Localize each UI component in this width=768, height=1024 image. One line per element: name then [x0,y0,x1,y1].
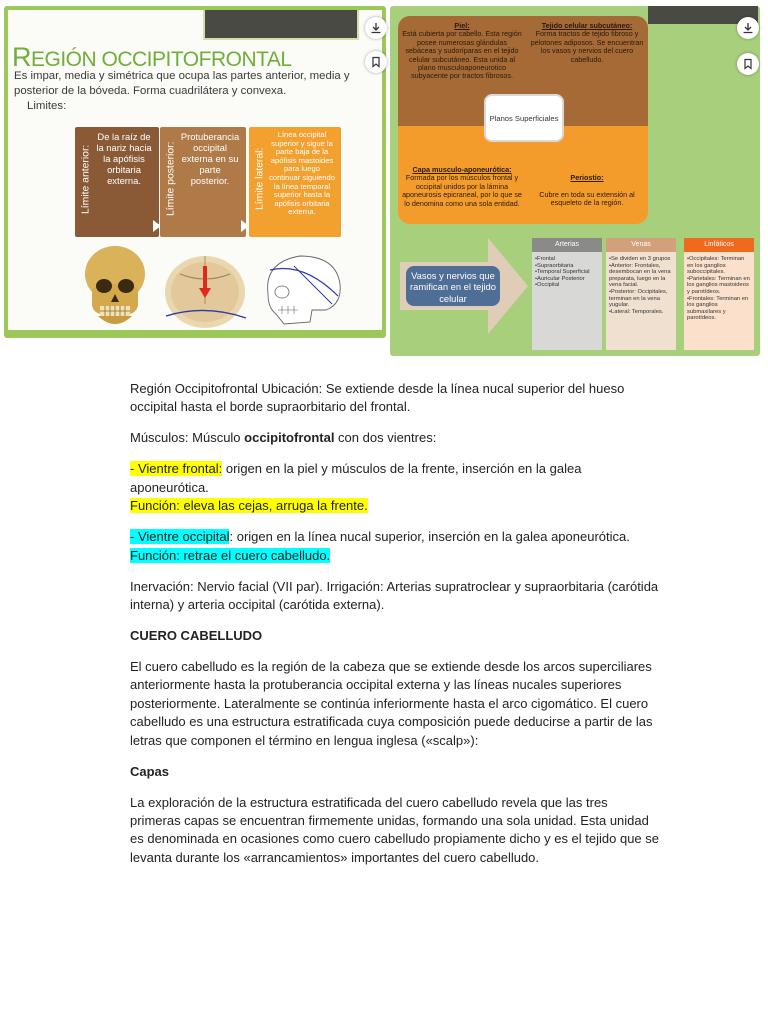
slide-header-bar [203,10,359,40]
download-icon [370,22,382,34]
column-body [606,252,676,350]
document-body [130,380,660,880]
column-arterias [532,238,602,350]
center-label: Planos Superficiales [486,96,562,140]
download-icon [742,22,754,34]
column-header: Venas [606,238,676,252]
bold-term: occipitofrontal [244,430,335,446]
highlight-cyan: - Vientre occipital [130,529,230,545]
list-item: •Posterior: Occipitales, terminan en la vena yugular. [609,288,668,309]
limit-anterior-box [75,127,159,237]
list-item: •Frontales: Terminan en los ganglios submaxilares y parotídeos. [687,295,749,322]
download-button[interactable] [365,17,387,39]
quadrant-text: Cubre en toda su extensión al esqueleto de la región. [539,189,635,208]
paragraph-cuero-cabelludo: El cuero cabelludo es la región de la cabeza que se extiende desde los arcos superciliares anteriormente hasta la protuberancia occipital externa y las líneas nucales superiores posteriormente. Lateralmente se continúa inferiormente hasta el arco cigomático. El cuero cabelludo es una estructura estratificada cuya composición puede deducirse a partir de las letras que componen el término en lengua inglesa («scalp»): [130,659,653,748]
paragraph-vientre-frontal [130,460,660,515]
quadrant-periostio [526,126,648,224]
limit-anterior-label: Límite anterior: [80,144,92,214]
arrow-text: Vasos y nervios que ramifican en el tejido celular [410,270,496,304]
quadrant-title: Tejido celular subcutáneo: [541,21,633,30]
list-item: •Auricular Posterior [535,275,585,282]
highlight-yellow: Función: eleva las cejas, arruga la frente. [130,498,368,514]
column-body [532,252,602,350]
quadrant-text: Formada por los músculos frontal y occipital unidos por la lámina aponeurosis epicraneal, por lo que se lo denomina como una sola entidad. [402,173,522,208]
column-header: Linfáticos [684,238,754,252]
list-item: •Anterior: Frontales, desembocan en la vena preparata, luego en la vena facial. [609,262,671,289]
skull-front-illustration [80,244,150,330]
heading-capas: Capas [130,763,170,779]
limits-label: Limites: [27,100,67,112]
bookmark-button[interactable] [365,51,387,73]
text-run: origen en la piel y músculos de la frente, inserción en la galea aponeurótica. [130,461,582,495]
slide-title-initial: R [12,42,31,72]
list-item: •Se dividen en 3 grupos [609,256,671,262]
download-button[interactable] [737,17,759,39]
paragraph-vientre-occipital [130,528,660,565]
text-run: : origen en la línea nucal superior, inserción en la galea aponeurótica. [229,529,630,545]
limit-posterior-label: Límite posterior: [165,141,177,217]
limit-arrow-icon [241,220,249,232]
quadrant-capa-musculo-aponeurotica [398,126,526,224]
paragraph-capas: La exploración de la estructura estratificada del cuero cabelludo revela que las tres primeras capas se encuentran firmemente unidas, formando una sola unidad. Esta unidad es denominada en ocasiones como cuero cabelludo propiamente dicho y es el tejido que se levanta durante los «arrancamientos» importantes del cuero cabelludo. [130,794,660,865]
bookmark-button[interactable] [737,53,759,75]
quadrant-title: Capa musculo-aponeurótica: [412,165,512,174]
limit-lateral-label: Límite lateral: [254,147,266,211]
list-item: •Supraorbitaria [535,262,574,269]
limit-anterior-text: De la raíz de la nariz hacia la apófisis orbitaria externa. [96,131,152,186]
bookmark-icon [742,58,754,70]
slide-title-rest: EGIÓN OCCIPITOFRONTAL [31,48,292,71]
list-item: •Occipitales: Terminan en los ganglios suboccipitales. [687,256,745,276]
highlight-cyan: Función: retrae el cuero cabelludo. [130,547,331,563]
column-header: Arterias [532,238,602,252]
slide-image-region-occipitofrontal [4,6,386,338]
quadrant-title: Periostio: [570,173,604,182]
quadrant-text: Forma tractos de tejido fibroso y pelotones adiposos. Se encuentran los vasos y nervios del cuero cabelludo. [530,29,644,64]
skull-lateral-illustration [254,244,350,330]
text-run: con dos vientres: [334,430,437,446]
text-run: Músculos: Músculo [130,430,245,446]
list-item: •Parietales: Terminan en los ganglios mastoideos y parotídeos. [687,275,750,295]
list-item: •Frontal [535,256,556,262]
paragraph-musculos [130,429,660,447]
slide-description: Es impar, media y simétrica que ocupa las partes anterior, media y posterior de la bóveda. Forma cuadrilátera y convexa. [14,70,350,97]
skull-top-illustration [160,244,250,330]
highlight-yellow: - Vientre frontal: [130,461,223,477]
limit-lateral-box [249,127,341,237]
bookmark-icon [370,56,382,68]
list-item: •Occipital [535,282,560,289]
column-body [684,252,754,350]
slide-canvas [8,10,382,330]
quadrant-text: Está cubierta por cabello. Esta región posee numerosas glándulas sebáceas y sudoríparas en el tejido celular subcutáneo. Esta unida al plano musculoaponeurotico subyacente por tractos fibrosos. [402,29,522,81]
column-linfaticos [684,238,754,350]
list-item: •Temporal Superficial [535,269,590,276]
limit-lateral-text: Línea occipital superior y sigue la parte baja de la apófisis mastoides para luego continuar siguiendo la línea temporal superior hasta la apófisis orbitaria externa. [269,130,335,217]
paragraph-inervacion: Inervación: Nervio facial (VII par). Irrigación: Arterias supratroclear y supraorbitaria (carótida interna) y arteria occipital (carótida externa). [130,578,659,613]
slide-image-planos-superficiales [390,6,760,356]
paragraph-ubicacion: Región Occipitofrontal Ubicación: Se extiende desde la línea nucal superior del hueso occipital hasta el borde supraorbitario del frontal. [130,381,625,415]
limit-posterior-box [160,127,246,237]
quadrant-title: Piel: [454,21,470,30]
limit-posterior-text: Protuberancia occipital externa en su parte posterior. [180,131,240,186]
heading-cuero-cabelludo: CUERO CABELLUDO [130,628,263,644]
column-venas [606,238,676,350]
list-item: •Lateral: Temporales. [609,308,664,315]
